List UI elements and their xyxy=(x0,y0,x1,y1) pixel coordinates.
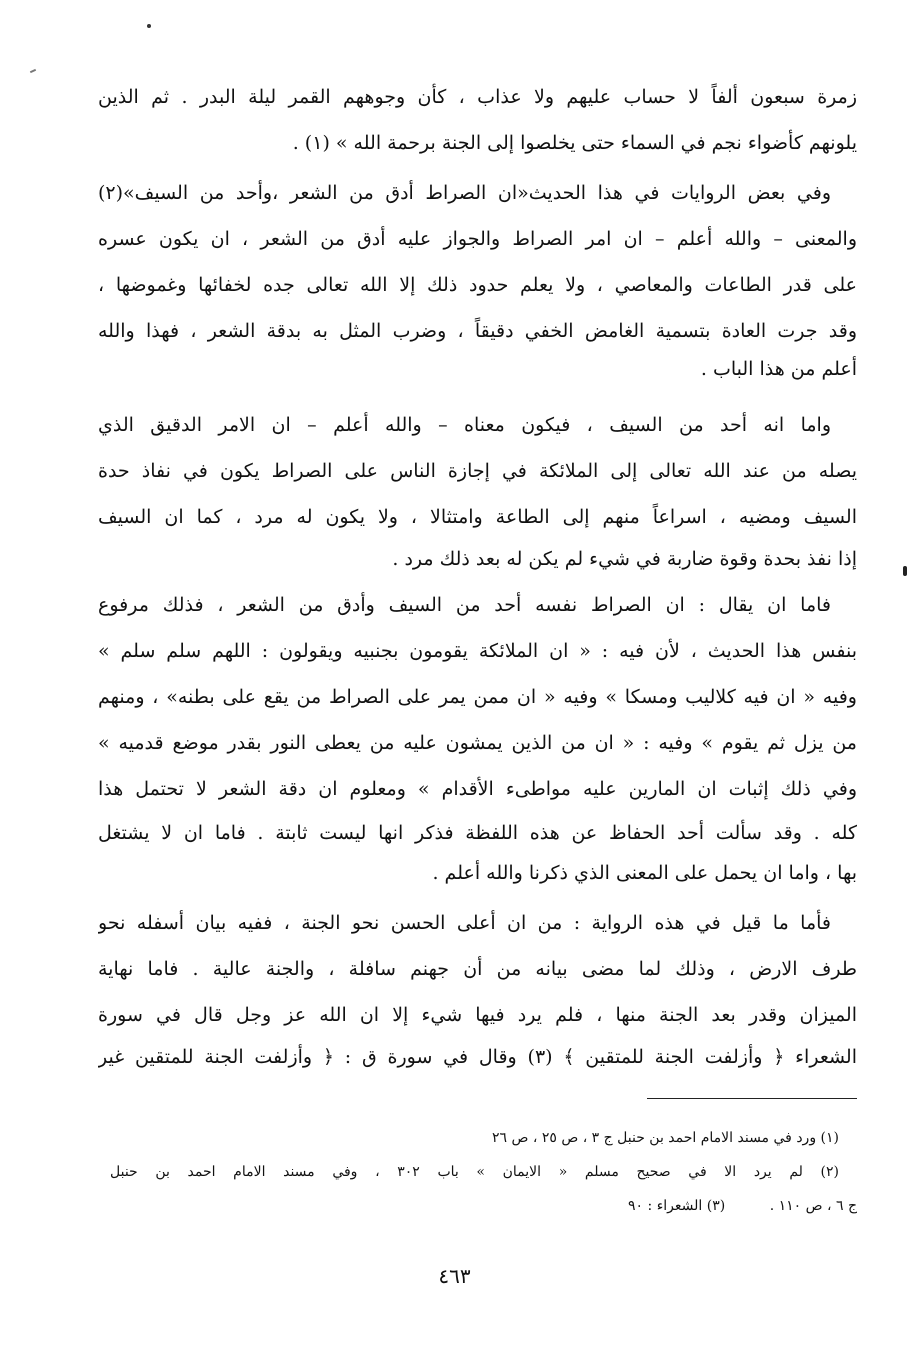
body-line: على قدر الطاعات والمعاصي ، ولا يعلم حدود ذلك إلا الله تعالى جده لخفائها وغموضها ، xyxy=(98,274,857,296)
scan-speck xyxy=(30,69,36,73)
footnote-line: ج ٦ ، ص ١١٠ . (٣) الشعراء : ٩٠ xyxy=(628,1198,857,1214)
body-line: زمرة سبعون ألفاً لا حساب عليهم ولا عذاب ، كأن وجوههم القمر ليلة البدر . ثم الذين xyxy=(98,86,857,108)
body-line: بنفس هذا الحديث ، لأن فيه : « ان الملائكة يقومون بجنبيه ويقولون : اللهم سلم سلم » xyxy=(98,640,857,662)
body-line: والمعنى – والله أعلم – ان امر الصراط والجواز عليه أدق من الشعر ، ان يكون عسره xyxy=(98,228,857,250)
margin-mark xyxy=(903,566,907,576)
body-line: الميزان وقدر بعد الجنة منها ، فلم يرد فيها شيء إلا ان الله عز وجل قال في سورة xyxy=(98,1004,857,1026)
body-line: وقد جرت العادة بتسمية الغامض الخفي دقيقاً ، وضرب المثل به بدقة الشعر ، فهذا والله xyxy=(98,320,857,342)
body-line: فاما ان يقال : ان الصراط نفسه أحد من السيف وأدق من الشعر ، فذلك مرفوع xyxy=(98,594,831,616)
body-line: أعلم من هذا الباب . xyxy=(700,358,857,380)
body-line: يصله من عند الله تعالى إلى الملائكة في إجازة الناس على الصراط يكون في نفاذ حدة xyxy=(98,460,857,482)
body-line: وفي بعض الروايات في هذا الحديث«ان الصراط أدق من الشعر ،وأحد من السيف»(٢) xyxy=(98,182,831,204)
body-line: كله . وقد سألت أحد الحفاظ عن هذه اللفظة فذكر انها ليست ثابتة . فاما ان لا يشتغل xyxy=(98,822,857,844)
page-number: ٤٦٣ xyxy=(438,1264,471,1288)
body-line: إذا نفذ بحدة وقوة ضاربة في شيء لم يكن له بعد ذلك مرد . xyxy=(392,548,857,570)
footnote-separator xyxy=(647,1098,857,1099)
scan-speck xyxy=(147,24,151,28)
body-line: وفي ذلك إثبات ان المارين عليه مواطىء الأقدام » ومعلوم ان دقة الشعر لا تحتمل هذا xyxy=(98,778,857,800)
body-line: الشعراء ﴿ وأزلفت الجنة للمتقين ﴾ (٣) وقال في سورة ق : ﴿ وأزلفت الجنة للمتقين غير xyxy=(98,1046,857,1068)
body-line: السيف ومضيه ، اسراعاً منهم إلى الطاعة وامتثالا ، ولا يكون له مرد ، كما ان السيف xyxy=(98,506,857,528)
body-line: بها ، واما ان يحمل على المعنى الذي ذكرنا والله أعلم . xyxy=(432,862,857,884)
body-line: فأما ما قيل في هذه الرواية : من ان أعلى الحسن نحو الجنة ، ففيه بيان أسفله نحو xyxy=(98,912,831,934)
body-line: واما انه أحد من السيف ، فيكون معناه – والله أعلم – ان الامر الدقيق الذي xyxy=(98,414,831,436)
footnote-line: (٢) لم يرد الا في صحيح مسلم « الايمان » باب ٣٠٢ ، وفي مسند الامام احمد بن حنبل xyxy=(110,1164,839,1180)
body-line: يلونهم كأضواء نجم في السماء حتى يخلصوا إلى الجنة برحمة الله » (١) . xyxy=(292,132,857,154)
body-line: طرف الارض ، وذلك لما مضى بيانه من أن جهنم سافلة ، والجنة عالية . فاما نهاية xyxy=(98,958,857,980)
footnote-line: (١) ورد في مسند الامام احمد بن حنبل ج ٣ ، ص ٢٥ ، ص ٢٦ xyxy=(491,1130,839,1146)
body-line: من يزل ثم يقوم » وفيه : « ان من الذين يمشون عليه من يعطى النور بقدر موضع قدميه » xyxy=(98,732,857,754)
body-line: وفيه « ان فيه كلاليب ومسكا » وفيه « ان ممن يمر على الصراط من يقع على بطنه» ، ومنهم xyxy=(98,686,857,708)
